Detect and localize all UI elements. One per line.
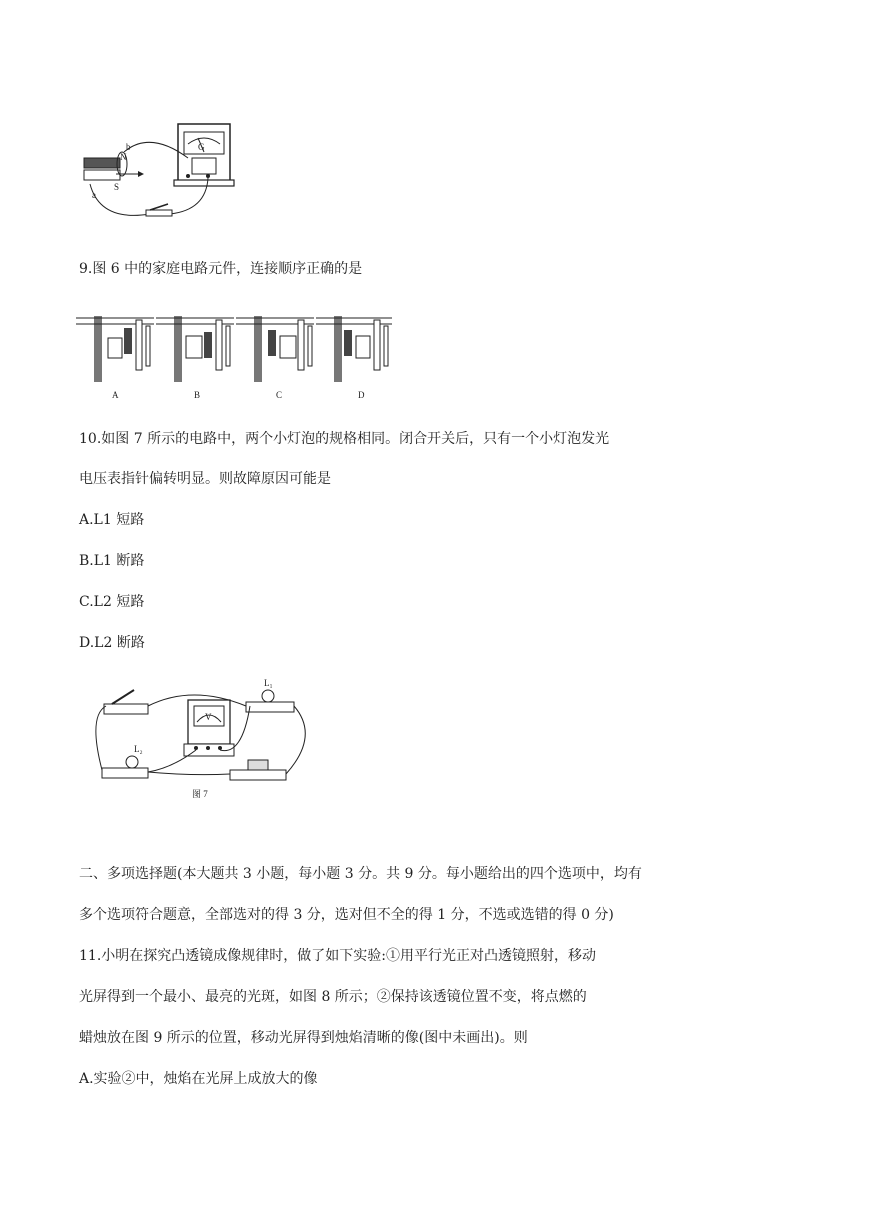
q9-option-a-label: A xyxy=(112,390,119,400)
circuit-option-c xyxy=(236,316,314,400)
q11-choice-a: A.实验②中，烛焰在光屏上成放大的像 xyxy=(79,1071,318,1087)
section2-intro-line1: 二、多项选择题(本大题共 3 小题，每小题 3 分。共 9 分。每小题给出的四个选项中，均有 xyxy=(79,866,642,882)
q11-stem-line3: 蜡烛放在图 9 所示的位置，移动光屏得到烛焰清晰的像(图中未画出)。则 xyxy=(79,1030,528,1046)
q10-choice-d: D.L2 断路 xyxy=(79,635,145,651)
induction-figure xyxy=(80,118,240,230)
voltmeter-circuit-figure xyxy=(92,676,320,802)
label-b: b xyxy=(126,142,131,152)
circuit-option-a xyxy=(76,316,154,400)
label-s: S xyxy=(114,182,120,192)
q11-stem-line1: 11.小明在探究凸透镜成像规律时，做了如下实验:①用平行光正对凸透镜照射，移动 xyxy=(79,948,596,964)
q11-stem-line2: 光屏得到一个最小、最亮的光斑，如图 8 所示；②保持该透镜位置不变，将点燃的 xyxy=(79,989,587,1005)
label-n: N xyxy=(120,152,127,162)
q10-choice-c: C.L2 短路 xyxy=(79,594,145,610)
circuit-option-b xyxy=(156,316,234,400)
q10-stem-line2: 电压表指针偏转明显。则故障原因可能是 xyxy=(79,471,331,487)
label-a: a xyxy=(92,190,96,200)
label-g: G xyxy=(198,142,205,152)
q9-option-c-label: C xyxy=(276,390,283,400)
household-circuit-figure xyxy=(76,306,392,406)
fig7-caption: 图 7 xyxy=(192,789,208,799)
q9-stem: 9.图 6 中的家庭电路元件，连接顺序正确的是 xyxy=(79,261,363,277)
q9-option-b-label: B xyxy=(194,390,201,400)
label-v: V xyxy=(205,712,212,722)
q9-option-d-label: D xyxy=(358,390,365,400)
q10-stem-line1: 10.如图 7 所示的电路中，两个小灯泡的规格相同。闭合开关后，只有一个小灯泡发光 xyxy=(79,431,610,447)
q10-choice-b: B.L1 断路 xyxy=(79,553,145,569)
label-l2: L₂ xyxy=(134,744,143,754)
label-l1: L₁ xyxy=(264,678,273,688)
circuit-option-d xyxy=(316,316,392,400)
q10-choice-a: A.L1 短路 xyxy=(79,512,145,528)
section2-intro-line2: 多个选项符合题意，全部选对的得 3 分，选对但不全的得 1 分，不选或选错的得 0 分) xyxy=(79,907,614,923)
